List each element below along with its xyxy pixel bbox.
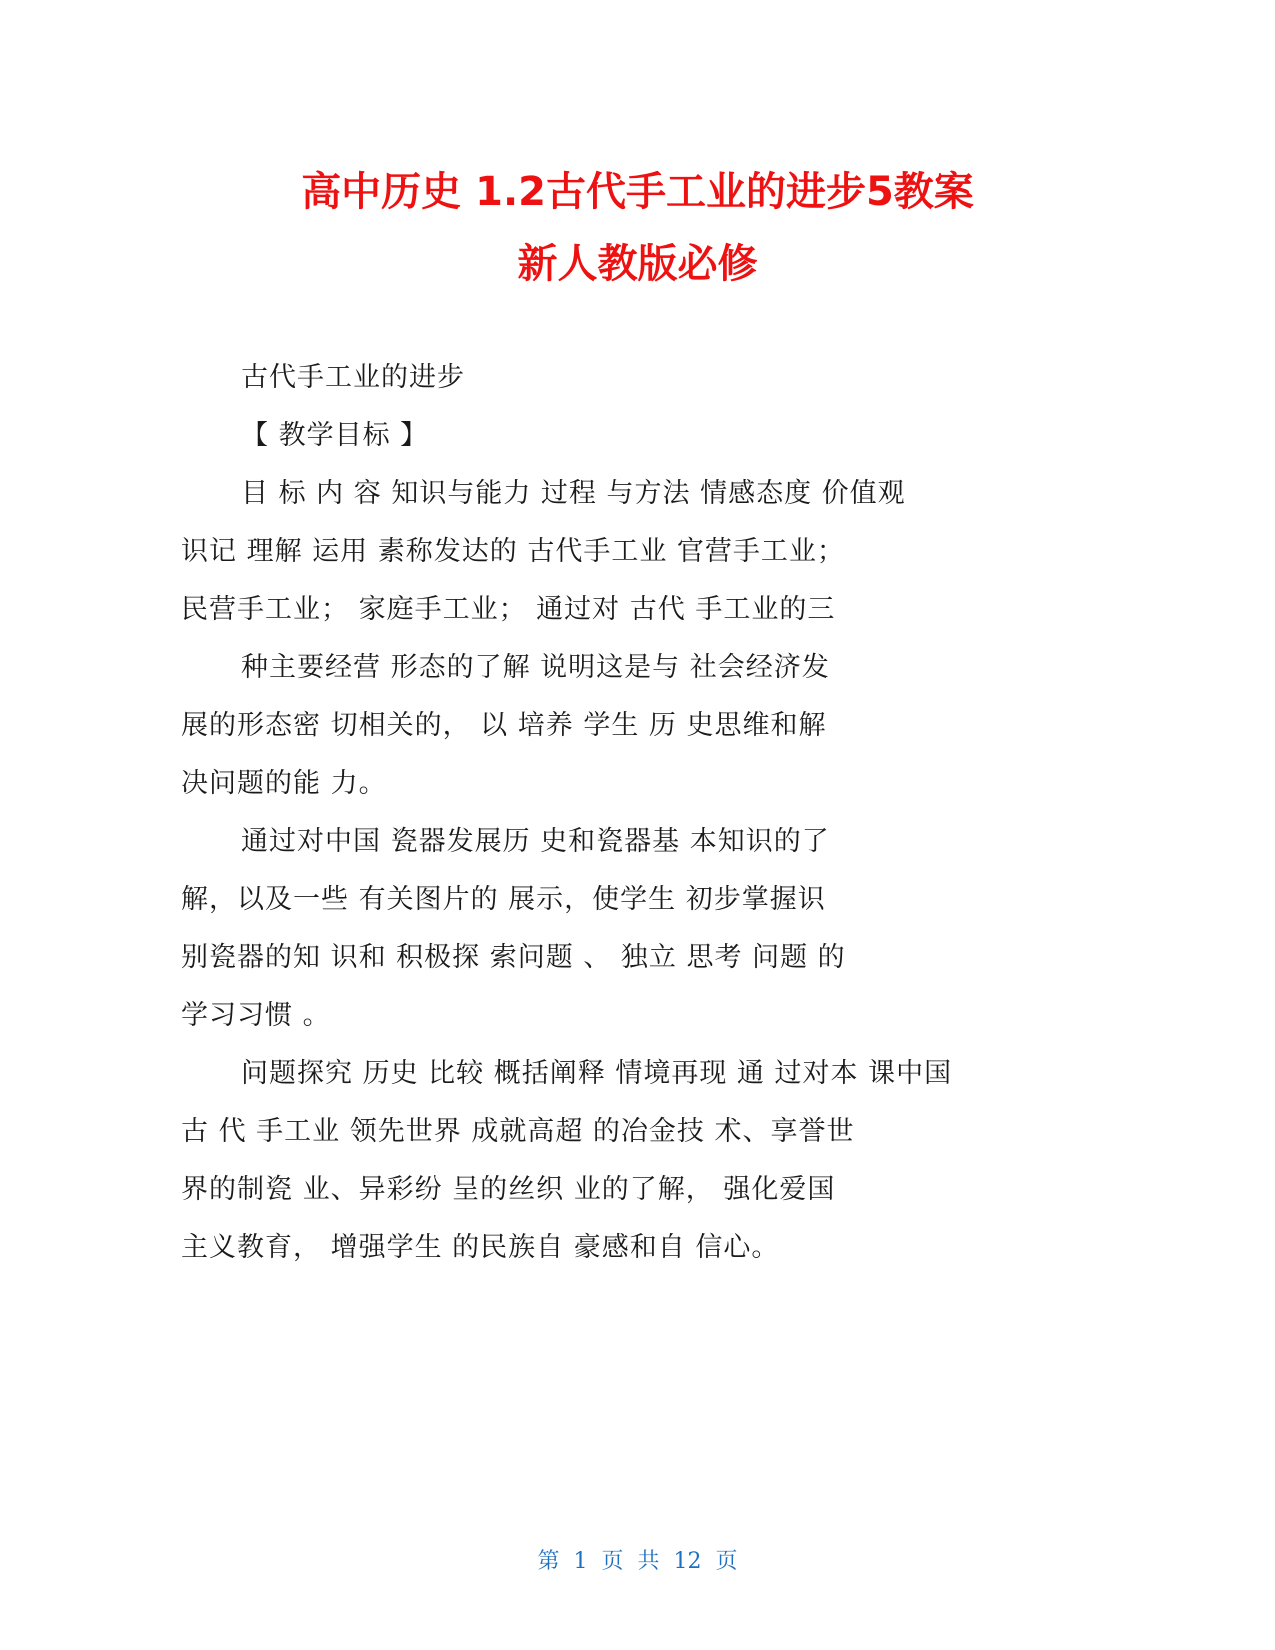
body-line: 决问题的能 力。	[181, 768, 387, 799]
page-number-footer: 第 1 页 共 12 页	[537, 1549, 738, 1574]
body-line: 目 标 内 容 知识与能力 过程 与方法 情感态度 价值观	[241, 478, 906, 509]
body-line: 解，以及一些 有关图片的 展示，使学生 初步掌握识	[181, 884, 826, 915]
document-title-line-1: 高中历史 1.2古代手工业的进步5教案	[301, 169, 974, 215]
body-line: 识记 理解 运用 素称发达的 古代手工业 官营手工业；	[181, 536, 845, 567]
body-line: 问题探究 历史 比较 概括阐释 情境再现 通 过对本 课中国	[241, 1058, 953, 1089]
body-line: 学习习惯 。	[181, 1000, 331, 1031]
body-line: 种主要经营 形态的了解 说明这是与 社会经济发	[241, 652, 830, 683]
body-line: 民营手工业； 家庭手工业； 通过对 古代 手工业的三	[181, 594, 836, 625]
body-line: 界的制瓷 业、异彩纷 呈的丝织 业的了解， 强化爱国	[181, 1174, 836, 1205]
section-heading: 古代手工业的进步	[241, 362, 465, 393]
body-line: 古 代 手工业 领先世界 成就高超 的冶金技 术、享誉世	[181, 1116, 855, 1147]
body-line: 别瓷器的知 识和 积极探 索问题 、 独立 思考 问题 的	[181, 942, 846, 973]
body-line: 展的形态密 切相关的， 以 培养 学生 历 史思维和解	[181, 710, 827, 741]
body-line: 通过对中国 瓷器发展历 史和瓷器基 本知识的了	[241, 826, 830, 857]
body-line: 主义教育， 增强学生 的民族自 豪感和自 信心。	[181, 1232, 780, 1263]
document-title-line-2: 新人教版必修	[517, 241, 758, 287]
teaching-objectives-heading: 【 教学目标 】	[241, 420, 429, 451]
